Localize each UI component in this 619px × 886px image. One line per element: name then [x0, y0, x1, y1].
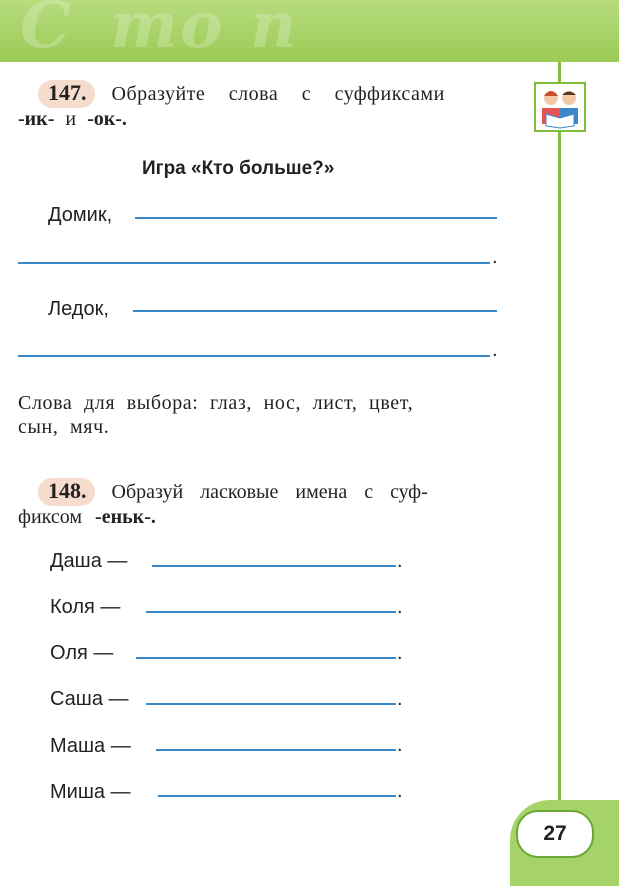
exercise-147-line1	[42, 80, 498, 107]
name-olya: Оля —	[50, 642, 114, 664]
period: .	[492, 339, 498, 361]
exercise-148-instruction-cont: фиксом	[18, 506, 83, 528]
answer-line-domik[interactable]	[135, 217, 497, 219]
name-masha: Маша —	[50, 735, 131, 757]
exercise-148-line2	[18, 504, 156, 530]
exercise-148-line1	[42, 478, 498, 505]
period: .	[397, 780, 403, 802]
suffix-ok: -ок-.	[87, 108, 127, 130]
suffix-enk: -еньк-.	[95, 506, 156, 528]
word-domik: Домик,	[48, 204, 113, 226]
answer-line-dasha[interactable]	[152, 565, 396, 567]
answer-line-sasha[interactable]	[146, 703, 396, 705]
answer-line-ledok-2[interactable]	[18, 355, 490, 357]
answer-line-misha[interactable]	[158, 795, 396, 797]
right-margin-rail	[558, 62, 561, 822]
game-title: Игра «Кто больше?»	[142, 158, 335, 179]
exercise-147-instruction: Образуйте слова с суффиксами	[111, 83, 445, 105]
page-number: 27	[516, 810, 594, 858]
answer-line-domik-2[interactable]	[18, 262, 490, 264]
choice-words-line2: сын, мяч.	[18, 416, 110, 438]
period: .	[397, 688, 403, 710]
period: .	[397, 734, 403, 756]
answer-line-masha[interactable]	[156, 749, 396, 751]
name-misha: Миша —	[50, 781, 131, 803]
conjunction: и	[65, 108, 77, 130]
answer-line-kolya[interactable]	[146, 611, 396, 613]
exercise-148-instruction: Образуй ласковые имена с суф-	[111, 481, 428, 503]
suffix-ik: -ик-	[18, 108, 55, 130]
period: .	[397, 642, 403, 664]
exercise-147-line2	[18, 106, 127, 132]
period: .	[397, 596, 403, 618]
reading-kids-icon	[534, 82, 586, 132]
name-sasha: Саша —	[50, 688, 129, 710]
period: .	[492, 246, 498, 268]
name-kolya: Коля —	[50, 596, 121, 618]
answer-line-olya[interactable]	[136, 657, 396, 659]
answer-line-ledok[interactable]	[133, 310, 497, 312]
word-ledok: Ледок,	[48, 298, 109, 320]
exercise-147-number: 147.	[42, 80, 93, 106]
header-decoration: С т о п	[20, 0, 297, 62]
period: .	[397, 550, 403, 572]
name-dasha: Даша —	[50, 550, 128, 572]
exercise-148-number: 148.	[42, 478, 93, 504]
choice-words-line1: Слова для выбора: глаз, нос, лист, цвет,	[18, 392, 414, 414]
